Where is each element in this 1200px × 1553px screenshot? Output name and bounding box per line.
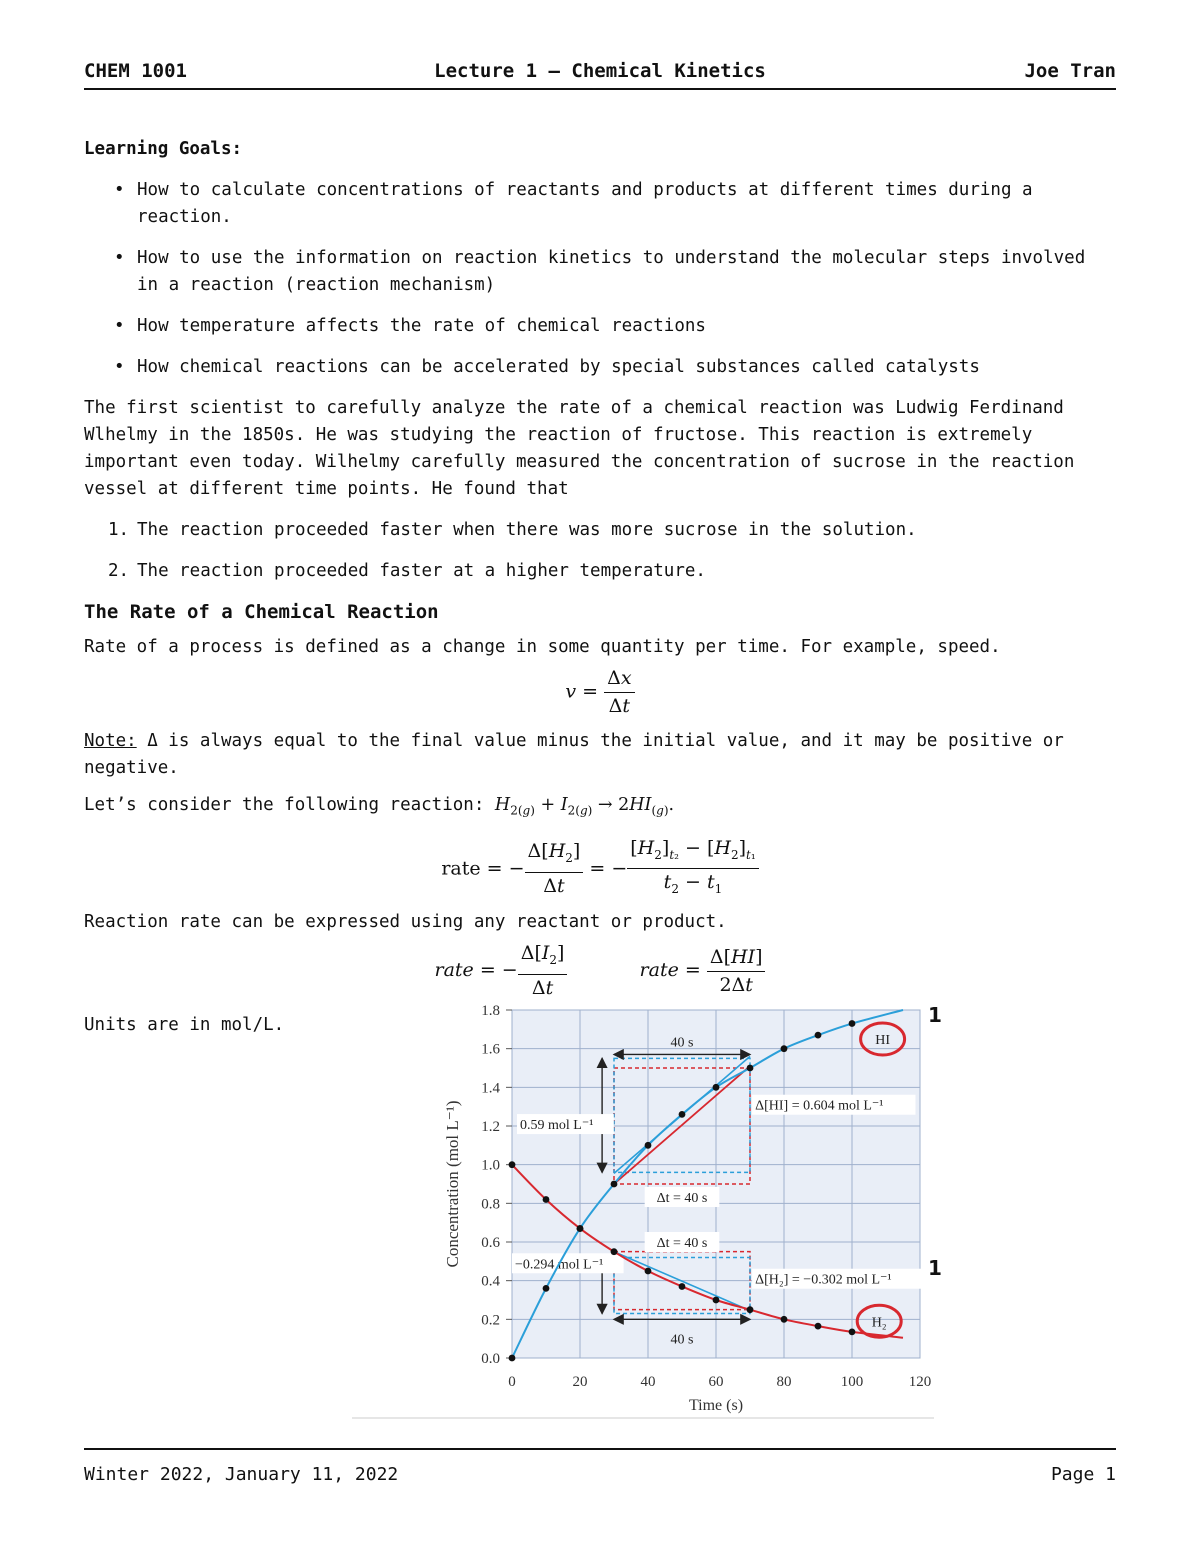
margin-mark-bottom: 1 [928,1256,942,1281]
concentration-chart [352,990,942,1420]
h2-data-point [849,1329,856,1336]
y-tick-label: 1.8 [481,1003,500,1019]
list-item: • How to use the information on reaction kinetics to understand the molecular steps involved in a reaction (reaction mechanism) [84,245,1116,299]
rate-definition: Rate of a process is defined as a change in some quantity per time. For example, speed. [84,637,1001,657]
note-line: Note: Δ is always equal to the final value minus the initial value, and it may be positive or negative. [84,731,1064,778]
lecture-title: Lecture 1 – Chemical Kinetics [434,60,766,82]
h2-data-point [781,1316,788,1323]
x-tick-label: 100 [840,1374,864,1390]
x-tick-label: 20 [572,1374,588,1390]
hi-data-point [611,1181,618,1188]
list-item: 2. The reaction proceeded faster at a higher temperature. [108,561,706,581]
speed-equation: v = $\frac{\Delta x}{\Delta t}$ [84,665,1116,720]
hi-bottom-interval-label: Δt = 40 s [656,1191,708,1206]
y-tick-label: 1.2 [481,1119,500,1135]
hi-delta-label: Δ[HI] = 0.604 mol L⁻¹ [755,1098,884,1114]
hi-data-point [645,1142,652,1149]
h2-delta-label: Δ[H₂] = −0.302 mol L⁻¹ [755,1272,892,1288]
kinetics-figure [352,990,942,1420]
hi-series-label: HI [875,1033,890,1048]
h2-data-point [611,1248,618,1255]
x-tick-label: 40 [640,1374,656,1390]
page [84,0,1116,1553]
y-tick-label: 1.6 [481,1041,500,1058]
bullet-icon: • [114,248,125,268]
reaction-line: Let’s consider the following reaction: $H_{2(g)} + I_{2(g)} \to 2HI_{(g)}$. [84,795,675,818]
h2-data-point [509,1161,516,1168]
bullet-icon: • [114,357,125,377]
grid [512,1010,920,1358]
y-tick-label: 0.0 [481,1351,500,1367]
any-reactant-text: Reaction rate can be expressed using any reactant or product. [84,912,727,933]
h2-top-interval-label: Δt = 40 s [656,1236,708,1251]
findings-list [84,517,1116,585]
hi-data-point [679,1111,686,1118]
h2-data-point [577,1225,584,1232]
hi-top-interval-label: 40 s [670,1035,694,1051]
hi-data-point [509,1355,516,1362]
bullet-icon: • [114,180,125,200]
x-tick-label: 0 [508,1374,516,1390]
x-tick-label: 120 [908,1374,932,1390]
hi-data-point [781,1045,788,1052]
author-name: Joe Tran [1024,60,1116,82]
rate-equation-h2: rate = − $\frac{\Delta[H_2]}{\Delta t}$ = − $\frac{[H_2]_{t_2} - [H_2]_{t_1}}{t_2 - t_1}$ [84,835,1116,904]
page-number: Page 1 [1050,1464,1116,1485]
y-tick-label: 0.4 [481,1273,500,1290]
h2-series-label: H₂ [871,1315,887,1331]
hi-data-point [713,1084,720,1091]
h2-vertical-label: −0.294 mol L⁻¹ [515,1257,604,1273]
h2-data-point [713,1297,720,1304]
hi-data-point [747,1065,754,1072]
footer-date: Winter 2022, January 11, 2022 [84,1464,399,1485]
y-tick-label: 1.0 [481,1157,500,1174]
y-tick-label: 0.6 [481,1235,500,1251]
y-tick-label: 0.8 [481,1196,500,1213]
page-footer [84,1448,1116,1485]
hi-data-point [815,1032,822,1039]
course-code: CHEM 1001 [84,60,187,82]
x-tick-label: 60 [708,1374,724,1390]
margin-mark-top: 1 [928,1002,942,1027]
learning-goals-list [84,177,1116,381]
bullet-icon: • [114,316,125,336]
h2-data-point [645,1268,652,1275]
y-axis-label: Concentration (mol L⁻¹) [443,1100,462,1268]
section-heading: The Rate of a Chemical Reaction [84,601,439,623]
h2-bottom-interval-label: 40 s [670,1332,694,1348]
list-item: • How temperature affects the rate of chemical reactions [84,313,1116,340]
rate-equations-i2-hi: rate = − $\frac{\Delta[I_2]}{\Delta t}$ rate = $\frac{\Delta[HI]}{2\Delta t}$ [84,940,1116,1002]
y-tick-label: 0.2 [481,1312,500,1329]
h2-data-point [543,1196,550,1203]
list-item: • How chemical reactions can be accelerated by special substances called catalysts [84,354,1116,381]
document-body [84,128,1116,1039]
h2-data-point [679,1283,686,1290]
list-item: • How to calculate concentrations of reactants and products at different times during a reaction. [84,177,1116,231]
page-header [84,58,1116,90]
units-text: Units are in mol/L. [84,1014,285,1035]
x-axis-label: Time (s) [688,1397,744,1414]
intro-paragraph: The first scientist to carefully analyze the rate of a chemical reaction was Ludwig Ferdinand Wlhelmy in the 1850s. He was studying the reaction of fructose. This reaction is extremely important even today. Wilhelmy carefully measured the concentration of sucrose in the reaction vessel at different time points. He found that [84,398,1075,499]
hi-data-point [849,1020,856,1027]
x-tick-label: 80 [776,1374,792,1390]
learning-goals-heading: Learning Goals: [84,139,243,159]
hi-data-point [543,1285,550,1292]
h2-data-point [815,1323,822,1330]
list-item: 1. The reaction proceeded faster when there was more sucrose in the solution. [108,520,917,540]
y-tick-label: 1.4 [481,1080,500,1097]
hi-vertical-label: 0.59 mol L⁻¹ [520,1118,594,1134]
h2-data-point [747,1306,754,1313]
